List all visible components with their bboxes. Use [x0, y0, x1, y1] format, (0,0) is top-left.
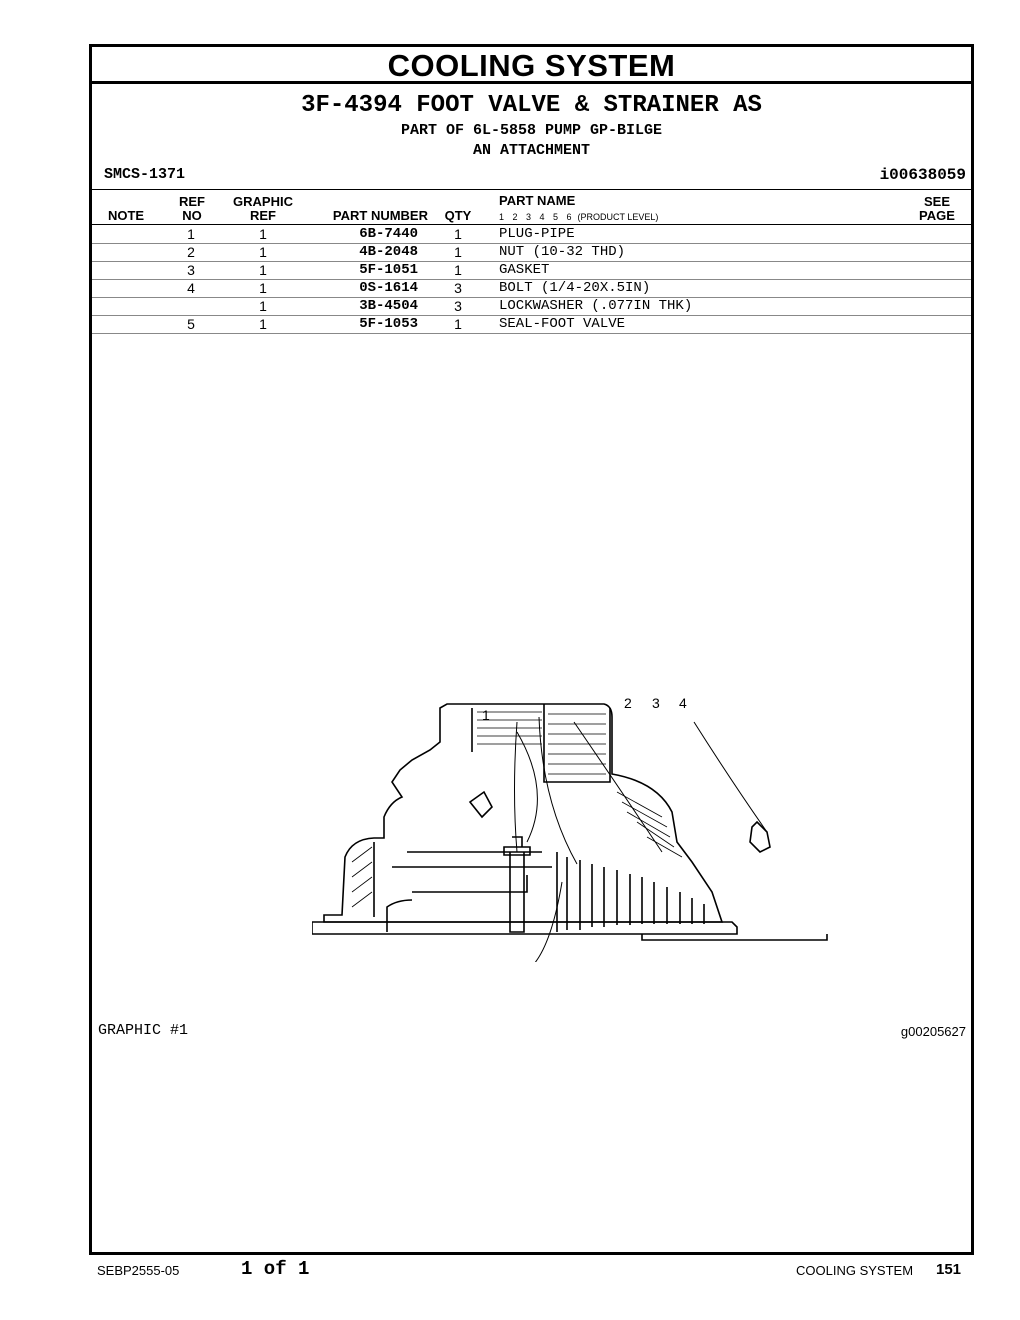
part-name: NUT (10-32 THD)	[499, 244, 626, 260]
col-header-ref-1: REF	[179, 194, 205, 209]
ref-no: 2	[187, 244, 195, 260]
col-header-see-1: SEE	[923, 194, 950, 209]
col-header-part-name: PART NAME	[499, 193, 576, 208]
qty: 1	[454, 226, 462, 242]
part-number: 3B-4504	[359, 298, 418, 314]
valve-body-outline	[312, 704, 827, 940]
part-name: GASKET	[499, 262, 550, 278]
ref-no: 4	[187, 280, 195, 296]
illustration-id: i00638059	[879, 166, 966, 184]
part-name: PLUG-PIPE	[499, 226, 575, 242]
graphic-id: g00205627	[900, 1024, 966, 1039]
graphic-ref: 1	[259, 226, 267, 242]
callout-1: 1	[482, 707, 490, 723]
graphic-ref: 1	[259, 316, 267, 332]
product-levels: 1 2 3 4 5 6	[499, 212, 572, 222]
graphic-ref: 1	[259, 280, 267, 296]
callout-3: 3	[652, 695, 660, 711]
part-number: 5F-1053	[359, 316, 418, 332]
page-of: 1 of 1	[241, 1258, 310, 1280]
part-name: SEAL-FOOT VALVE	[499, 316, 626, 332]
page-number: 151	[936, 1261, 962, 1278]
part-number: 5F-1051	[359, 262, 418, 278]
graphic-caption: GRAPHIC #1	[98, 1022, 189, 1039]
header-divider-top	[92, 189, 971, 190]
callout-4: 4	[679, 695, 687, 711]
table-row	[92, 297, 971, 316]
table-row	[92, 225, 971, 244]
qty: 1	[454, 244, 462, 260]
ref-no: 1	[187, 226, 195, 242]
col-header-note: NOTE	[107, 208, 145, 223]
doc-number: SEBP2555-05	[97, 1263, 180, 1278]
col-header-part-number: PART NUMBER	[332, 208, 428, 223]
product-level-label: (PRODUCT LEVEL)	[577, 212, 659, 222]
part-number: 6B-7440	[359, 226, 418, 242]
col-header-ref-2: NO	[182, 208, 202, 223]
col-header-graphic-1: GRAPHIC	[233, 194, 293, 209]
graphic-ref: 1	[259, 298, 267, 314]
part-number: 0S-1614	[359, 280, 418, 296]
footer-section: COOLING SYSTEM	[796, 1263, 914, 1278]
table-row	[92, 279, 971, 298]
valve-body-hatching	[352, 712, 682, 907]
col-header-qty: QTY	[444, 208, 472, 223]
smcs-code: SMCS-1371	[104, 166, 186, 183]
parent-group: PART OF 6L-5858 PUMP GP-BILGE	[400, 122, 663, 139]
table-row	[92, 261, 971, 280]
qty: 3	[454, 280, 462, 296]
graphic-ref: 1	[259, 244, 267, 260]
assembly-title: 3F-4394 FOOT VALVE & STRAINER AS	[301, 92, 762, 119]
ref-no: 5	[187, 316, 195, 332]
ref-no: 3	[187, 262, 195, 278]
foot-valve-drawing	[312, 642, 852, 962]
col-header-graphic-2: REF	[250, 208, 276, 223]
part-name: BOLT (1/4-20X.5IN)	[499, 280, 651, 296]
table-row	[92, 315, 971, 334]
attachment-label: AN ATTACHMENT	[472, 142, 591, 159]
col-header-see-2: PAGE	[919, 208, 955, 223]
graphic-ref: 1	[259, 262, 267, 278]
qty: 3	[454, 298, 462, 314]
section-title: COOLING SYSTEM	[92, 47, 971, 84]
qty: 1	[454, 262, 462, 278]
part-number: 4B-2048	[359, 244, 418, 260]
product-level-row	[499, 212, 658, 222]
qty: 1	[454, 316, 462, 332]
callout-2: 2	[624, 695, 632, 711]
page-frame	[89, 44, 974, 1255]
table-row	[92, 243, 971, 262]
part-name: LOCKWASHER (.077IN THK)	[499, 298, 693, 314]
